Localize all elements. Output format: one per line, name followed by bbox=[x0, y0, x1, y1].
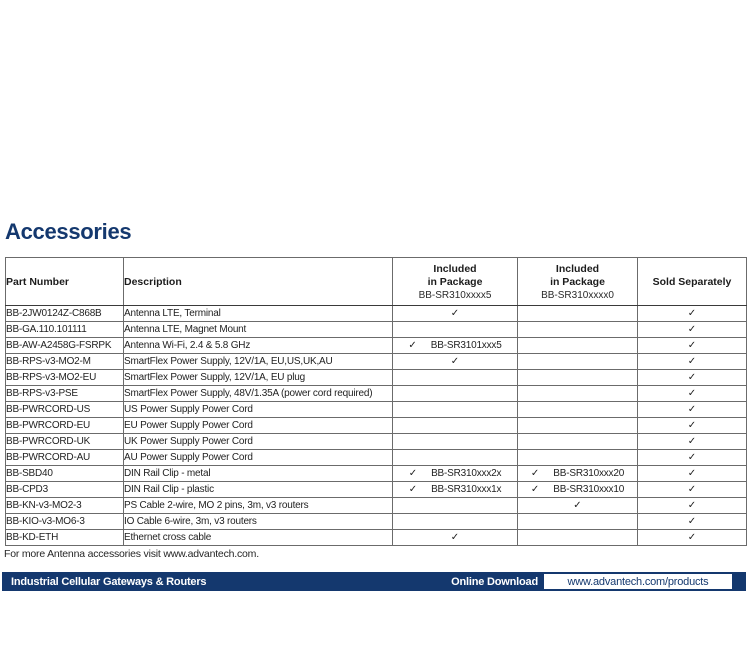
check-icon: ✓ bbox=[687, 436, 697, 447]
included-xxxx0-cell bbox=[518, 322, 638, 338]
check-icon: ✓ bbox=[450, 308, 460, 319]
included-xxxx5-cell bbox=[393, 514, 518, 530]
included-part-label: BB-SR310xxx1x bbox=[431, 484, 502, 495]
online-download-label: Online Download bbox=[451, 575, 538, 588]
check-icon: ✓ bbox=[687, 356, 697, 367]
column-header-sold-separately: Sold Separately bbox=[638, 258, 747, 306]
table-row bbox=[6, 322, 747, 338]
check-icon: ✓ bbox=[687, 372, 697, 383]
header-line: in Package bbox=[427, 275, 483, 288]
description-cell: SmartFlex Power Supply, 12V/1A, EU plug bbox=[124, 370, 393, 386]
description-cell: DIN Rail Clip - metal bbox=[124, 466, 393, 482]
included-xxxx5-cell bbox=[393, 386, 518, 402]
part-number-cell: BB-CPD3 bbox=[6, 482, 124, 498]
header-model-number: BB-SR310xxxx0 bbox=[541, 289, 614, 301]
part-number-cell: BB-PWRCORD-US bbox=[6, 402, 124, 418]
sold-separately-cell bbox=[638, 482, 747, 498]
table-row bbox=[6, 354, 747, 370]
table-row bbox=[6, 434, 747, 450]
included-xxxx0-cell bbox=[518, 418, 638, 434]
sold-separately-cell bbox=[638, 386, 747, 402]
column-header-included-xxxx0 bbox=[518, 258, 638, 306]
part-number-cell: BB-GA.110.101111 bbox=[6, 322, 124, 338]
included-xxxx5-cell bbox=[393, 434, 518, 450]
part-number-cell: BB-KD-ETH bbox=[6, 530, 124, 546]
check-icon: ✓ bbox=[450, 356, 460, 367]
table-row bbox=[6, 514, 747, 530]
check-icon: ✓ bbox=[687, 340, 697, 351]
part-number-cell: BB-PWRCORD-AU bbox=[6, 450, 124, 466]
sold-separately-cell bbox=[638, 418, 747, 434]
table-header-row bbox=[6, 258, 747, 306]
included-xxxx0-cell bbox=[518, 354, 638, 370]
part-number-cell: BB-PWRCORD-EU bbox=[6, 418, 124, 434]
included-xxxx5-cell bbox=[393, 498, 518, 514]
product-line-label: Industrial Cellular Gateways & Routers bbox=[11, 575, 207, 588]
accessories-table bbox=[5, 257, 747, 546]
check-icon: ✓ bbox=[687, 324, 697, 335]
page-title: Accessories bbox=[5, 219, 132, 244]
sold-separately-cell bbox=[638, 466, 747, 482]
included-xxxx0-cell bbox=[518, 466, 638, 482]
included-xxxx0-cell bbox=[518, 434, 638, 450]
antenna-accessories-footnote: For more Antenna accessories visit www.advantech.com. bbox=[4, 548, 259, 560]
sold-separately-cell bbox=[638, 402, 747, 418]
table-row bbox=[6, 466, 747, 482]
check-icon: ✓ bbox=[687, 420, 697, 431]
sold-separately-cell bbox=[638, 306, 747, 322]
check-icon: ✓ bbox=[687, 484, 697, 495]
included-part-label: BB-SR310xxx10 bbox=[553, 484, 625, 495]
included-xxxx5-cell bbox=[393, 418, 518, 434]
header-line: in Package bbox=[550, 275, 605, 288]
description-cell: AU Power Supply Power Cord bbox=[124, 450, 393, 466]
check-icon: ✓ bbox=[530, 484, 540, 495]
sold-separately-cell bbox=[638, 530, 747, 546]
header-model-number: BB-SR310xxxx5 bbox=[418, 289, 492, 301]
sold-separately-cell bbox=[638, 450, 747, 466]
header-line: Included bbox=[433, 262, 477, 275]
description-cell: Antenna LTE, Magnet Mount bbox=[124, 322, 393, 338]
description-cell: Ethernet cross cable bbox=[124, 530, 393, 546]
included-part-label: BB-SR310xxx20 bbox=[553, 468, 625, 479]
included-xxxx0-cell bbox=[518, 370, 638, 386]
description-cell: SmartFlex Power Supply, 48V/1.35A (power cord required) bbox=[124, 386, 393, 402]
part-number-cell: BB-SBD40 bbox=[6, 466, 124, 482]
description-cell: EU Power Supply Power Cord bbox=[124, 418, 393, 434]
part-number-cell: BB-KIO-v3-MO6-3 bbox=[6, 514, 124, 530]
description-cell: PS Cable 2-wire, MO 2 pins, 3m, v3 routers bbox=[124, 498, 393, 514]
header-line: Included bbox=[555, 262, 600, 275]
included-xxxx5-cell bbox=[393, 322, 518, 338]
part-number-cell: BB-2JW0124Z-C868B bbox=[6, 306, 124, 322]
included-xxxx5-cell bbox=[393, 402, 518, 418]
included-xxxx0-cell bbox=[518, 530, 638, 546]
page-footer-bar bbox=[2, 572, 746, 591]
check-icon: ✓ bbox=[687, 532, 697, 543]
included-part-label: BB-SR3101xxx5 bbox=[430, 340, 502, 351]
included-xxxx5-cell bbox=[393, 530, 518, 546]
included-xxxx5-cell bbox=[393, 354, 518, 370]
check-icon: ✓ bbox=[408, 468, 418, 479]
check-icon: ✓ bbox=[408, 340, 417, 351]
sold-separately-cell bbox=[638, 370, 747, 386]
check-icon: ✓ bbox=[687, 452, 697, 463]
check-icon: ✓ bbox=[408, 484, 418, 495]
included-xxxx0-cell bbox=[518, 482, 638, 498]
included-xxxx5-cell bbox=[393, 482, 518, 498]
table-row bbox=[6, 418, 747, 434]
sold-separately-cell bbox=[638, 322, 747, 338]
included-xxxx0-cell bbox=[518, 498, 638, 514]
description-cell: Antenna Wi-Fi, 2.4 & 5.8 GHz bbox=[124, 338, 393, 354]
included-xxxx5-cell bbox=[393, 466, 518, 482]
part-number-cell: BB-PWRCORD-UK bbox=[6, 434, 124, 450]
download-url-box[interactable] bbox=[544, 574, 732, 589]
check-icon: ✓ bbox=[450, 532, 460, 543]
included-xxxx5-cell bbox=[393, 450, 518, 466]
sold-separately-cell bbox=[638, 498, 747, 514]
check-icon: ✓ bbox=[687, 500, 697, 511]
check-icon: ✓ bbox=[687, 388, 697, 399]
description-cell: DIN Rail Clip - plastic bbox=[124, 482, 393, 498]
included-xxxx5-cell bbox=[393, 370, 518, 386]
included-xxxx5-cell bbox=[393, 306, 518, 322]
accessories-table-body bbox=[6, 306, 747, 546]
included-xxxx0-cell bbox=[518, 306, 638, 322]
column-header-included-xxxx5 bbox=[393, 258, 518, 306]
table-row bbox=[6, 306, 747, 322]
sold-separately-cell bbox=[638, 338, 747, 354]
sold-separately-cell bbox=[638, 354, 747, 370]
included-xxxx0-cell bbox=[518, 338, 638, 354]
check-icon: ✓ bbox=[573, 500, 582, 511]
part-number-cell: BB-RPS-v3-MO2-EU bbox=[6, 370, 124, 386]
included-xxxx0-cell bbox=[518, 386, 638, 402]
table-row bbox=[6, 498, 747, 514]
part-number-cell: BB-KN-v3-MO2-3 bbox=[6, 498, 124, 514]
download-url-link[interactable]: www.advantech.com/products bbox=[567, 575, 709, 588]
column-header-description: Description bbox=[124, 258, 393, 306]
sold-separately-cell bbox=[638, 514, 747, 530]
table-row bbox=[6, 402, 747, 418]
included-xxxx0-cell bbox=[518, 514, 638, 530]
sold-separately-cell bbox=[638, 434, 747, 450]
check-icon: ✓ bbox=[530, 468, 540, 479]
table-row bbox=[6, 482, 747, 498]
check-icon: ✓ bbox=[687, 516, 697, 527]
check-icon: ✓ bbox=[687, 468, 697, 479]
part-number-cell: BB-RPS-v3-PSE bbox=[6, 386, 124, 402]
description-cell: UK Power Supply Power Cord bbox=[124, 434, 393, 450]
table-row bbox=[6, 386, 747, 402]
description-cell: Antenna LTE, Terminal bbox=[124, 306, 393, 322]
part-number-cell: BB-RPS-v3-MO2-M bbox=[6, 354, 124, 370]
table-row bbox=[6, 370, 747, 386]
table-row bbox=[6, 338, 747, 354]
description-cell: IO Cable 6-wire, 3m, v3 routers bbox=[124, 514, 393, 530]
included-xxxx0-cell bbox=[518, 402, 638, 418]
check-icon: ✓ bbox=[687, 308, 697, 319]
table-row bbox=[6, 450, 747, 466]
column-header-part-number: Part Number bbox=[6, 258, 124, 306]
included-part-label: BB-SR310xxx2x bbox=[431, 468, 502, 479]
included-xxxx0-cell bbox=[518, 450, 638, 466]
part-number-cell: BB-AW-A2458G-FSRPK bbox=[6, 338, 124, 354]
description-cell: SmartFlex Power Supply, 12V/1A, EU,US,UK,AU bbox=[124, 354, 393, 370]
included-xxxx5-cell bbox=[393, 338, 518, 354]
check-icon: ✓ bbox=[687, 404, 697, 415]
table-row bbox=[6, 530, 747, 546]
description-cell: US Power Supply Power Cord bbox=[124, 402, 393, 418]
